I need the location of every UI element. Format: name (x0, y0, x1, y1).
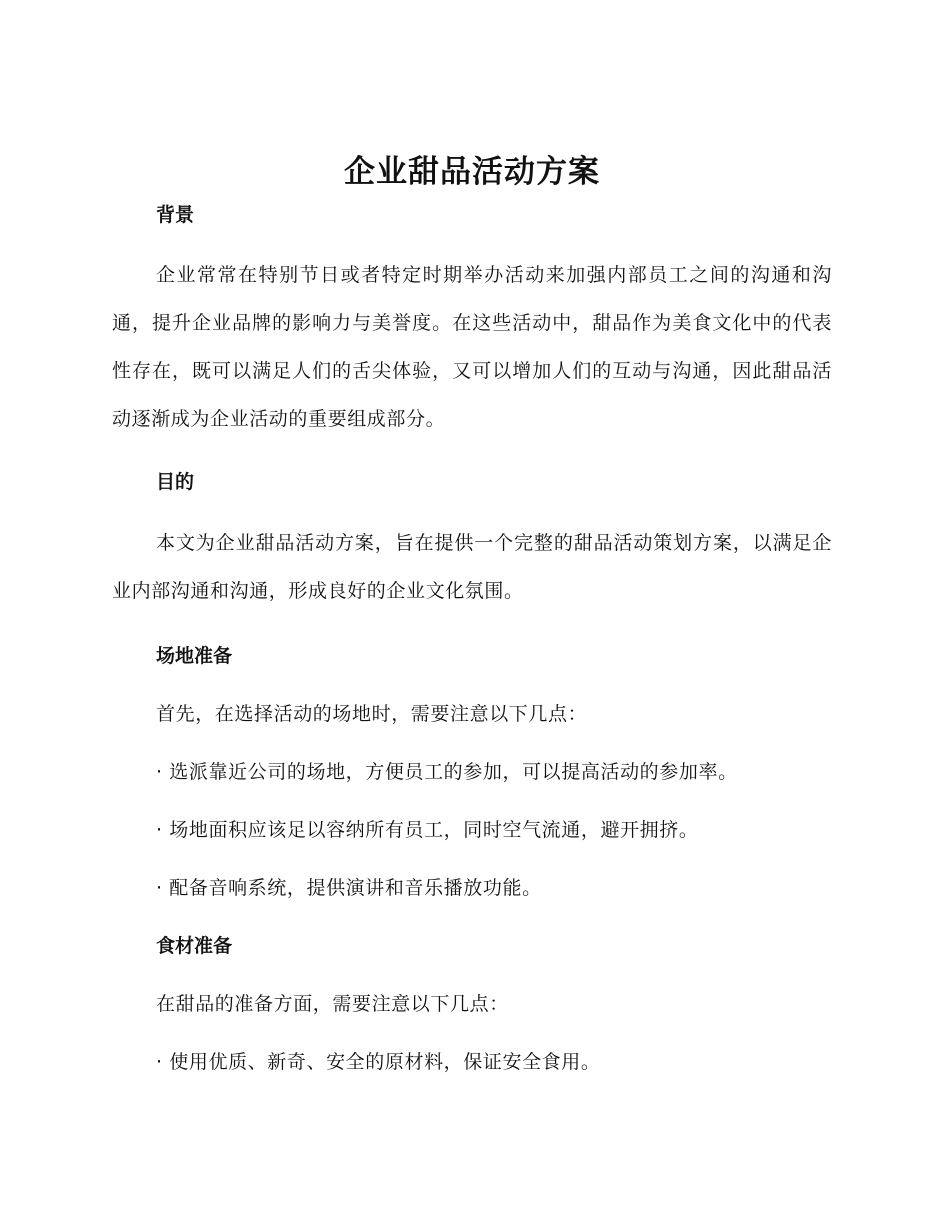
venue-bullet-2: · 场地面积应该足以容纳所有员工，同时空气流通，避开拥挤。 (156, 819, 699, 841)
document-page (112, 150, 832, 1079)
venue-bullet-3: · 配备音响系统，提供演讲和音乐播放功能。 (156, 877, 542, 899)
section-heading-background: 背景 (156, 204, 195, 226)
section-heading-ingredients: 食材准备 (156, 935, 233, 957)
purpose-paragraph: 本文为企业甜品活动方案，旨在提供一个完整的甜品活动策划方案，以满足企业内部沟通和沟通，形成良好的企业文化氛围。 (112, 532, 832, 602)
section-heading-purpose: 目的 (156, 471, 195, 493)
background-paragraph: 企业常常在特别节日或者特定时期举办活动来加强内部员工之间的沟通和沟通，提升企业品牌的影响力与美誉度。在这些活动中，甜品作为美食文化中的代表性存在，既可以满足人们的舌尖体验，又可以增加人们的互动与沟通，因此甜品活动逐渐成为企业活动的重要组成部分。 (112, 264, 832, 430)
document-title: 企业甜品活动方案 (344, 154, 600, 190)
section-heading-venue: 场地准备 (156, 645, 233, 667)
venue-bullet-1: · 选派靠近公司的场地，方便员工的参加，可以提高活动的参加率。 (156, 761, 738, 783)
ingredients-intro: 在甜品的准备方面，需要注意以下几点： (156, 993, 509, 1015)
venue-intro: 首先，在选择活动的场地时，需要注意以下几点： (156, 703, 588, 725)
ingredients-bullet-1: · 使用优质、新奇、安全的原材料，保证安全食用。 (156, 1051, 601, 1073)
